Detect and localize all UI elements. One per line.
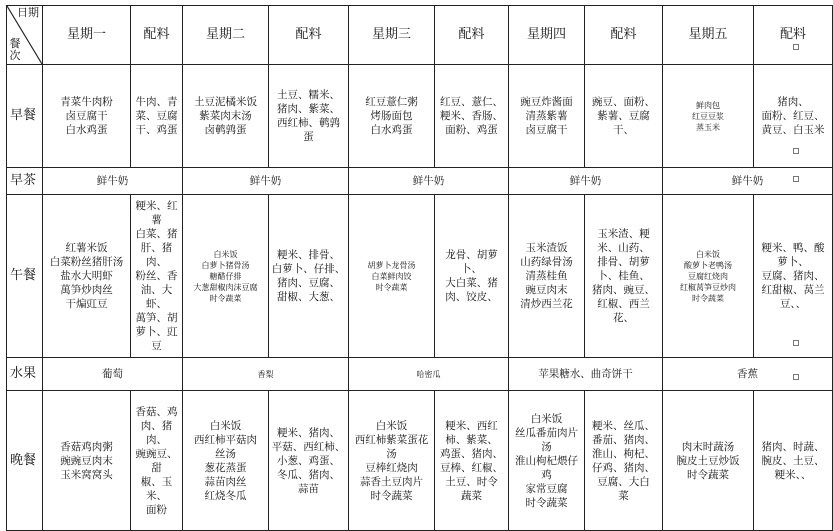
col-header-fri-ingredients: 配料 xyxy=(754,6,833,65)
meal-label-morning-tea: 早茶 xyxy=(7,168,43,195)
corner-cell xyxy=(7,6,43,65)
col-header-tue-ingredients: 配料 xyxy=(269,6,349,65)
breakfast-fri-ingredients: 猪肉、 面粉、红豆、 黄豆、白玉米 xyxy=(754,65,833,168)
col-header-thu: 星期四 xyxy=(509,6,585,65)
breakfast-tue-ingredients: 土豆、糯米、 猪肉、紫菜、 西红柿、鹌鹑 蛋 xyxy=(269,65,349,168)
breakfast-fri: 鲜肉包 红豆豆浆 蒸玉米 xyxy=(663,65,754,168)
row-marker-icon xyxy=(793,44,799,50)
fruit-row xyxy=(7,358,833,391)
morning-tea-thu: 鲜牛奶 xyxy=(509,168,663,195)
dinner-mon: 香菇鸡肉粥 豌豌豆肉末 玉米窝窝头 xyxy=(43,391,131,531)
row-marker-icon xyxy=(793,148,799,154)
col-header-wed-ingredients: 配料 xyxy=(435,6,509,65)
row-marker-icon xyxy=(793,176,799,182)
row-marker-icon xyxy=(793,340,799,346)
breakfast-wed: 红豆薏仁粥 烤肠面包 白水鸡蛋 xyxy=(349,65,435,168)
corner-top-label: 日期 xyxy=(17,6,39,19)
morning-tea-wed: 鲜牛奶 xyxy=(349,168,509,195)
meal-label-lunch: 午餐 xyxy=(7,195,43,358)
breakfast-tue: 土豆泥橘米饭 紫菜肉末汤 卤鹌鹑蛋 xyxy=(183,65,269,168)
lunch-mon: 红薯米饭 白菜粉丝猪肝汤 盐水大明虾 萬笋炒肉丝 干煸豇豆 xyxy=(43,195,131,358)
breakfast-row xyxy=(7,65,833,168)
lunch-thu-ingredients: 玉米渣、粳 米、山药、 排骨、胡萝 卜、桂鱼、 猪肉、豌豆、 红椒、西兰 花、 xyxy=(585,195,663,358)
dinner-tue-ingredients: 粳米、猪肉、 平菇、西红柿、 小葱、鸡蛋、 冬瓜、猪肉、 蒜苗 xyxy=(269,391,349,531)
dinner-wed: 白米饭 西红柿紫菜蛋花 汤 豆棒红烧肉 蒜香土豆肉片 时令蔬菜 xyxy=(349,391,435,531)
dinner-fri: 肉末时蔬汤 腕皮土豆炒饭 时令蔬菜 xyxy=(663,391,754,531)
lunch-fri: 白米饭 酸萝卜老鸭汤 豆腐红烧肉 红椒莴笋豆炒肉 时令蔬菜 xyxy=(663,195,754,358)
breakfast-thu: 豌豆炸酱面 清蒸紫薯 卤豆腐干 xyxy=(509,65,585,168)
lunch-thu: 玉米渣饭 山药绿骨汤 清蒸桂鱼 豌豆肉末 清炒西兰花 xyxy=(509,195,585,358)
meal-label-dinner: 晚餐 xyxy=(7,391,43,531)
col-header-mon-ingredients: 配料 xyxy=(131,6,183,65)
morning-tea-tue: 鲜牛奶 xyxy=(183,168,349,195)
breakfast-mon: 青菜牛肉粉 卤豆腐干 白水鸡蛋 xyxy=(43,65,131,168)
lunch-row xyxy=(7,195,833,358)
lunch-tue-ingredients: 粳米、排骨、 白萝卜、仔排、 猪肉、豆腐、 甜椒、大葱、 xyxy=(269,195,349,358)
breakfast-mon-ingredients: 牛肉、青 菜、豆腐 干、鸡蛋 xyxy=(131,65,183,168)
fruit-thu: 苹果糖水、曲奇饼干 xyxy=(509,358,663,391)
row-marker-icon xyxy=(793,374,799,380)
fruit-tue: 香梨 xyxy=(183,358,349,391)
morning-tea-row xyxy=(7,168,833,195)
morning-tea-mon: 鲜牛奶 xyxy=(43,168,183,195)
dinner-thu-ingredients: 粳米、丝瓜、 番茄、猪肉、 淮山、枸杞、 仔鸡、猪肉、 豆腐、大白 菜 xyxy=(585,391,663,531)
dinner-tue: 白米饭 西红柿平菇肉 丝汤 葱花蒸蛋 蒜苗肉丝 红烧冬瓜 xyxy=(183,391,269,531)
lunch-wed-ingredients: 龙骨、胡萝 卜、 大白菜、猪 肉、饺皮、 xyxy=(435,195,509,358)
dinner-row xyxy=(7,391,833,531)
dinner-fri-ingredients: 猪肉、时蔬、 腕皮、土豆、 粳米、、 xyxy=(754,391,833,531)
morning-tea-fri: 鲜牛奶 xyxy=(663,168,833,195)
col-header-thu-ingredients: 配料 xyxy=(585,6,663,65)
dinner-wed-ingredients: 粳米、西红 柿、紫菜、 鸡蛋、猪肉、 豆棒、红椒、 土豆、时令 蔬菜 xyxy=(435,391,509,531)
lunch-fri-ingredients: 粳米、鸭、酸 萝卜、 豆腐、猪肉、 红甜椒、莴兰 豆、、 xyxy=(754,195,833,358)
fruit-fri: 香蕉 xyxy=(663,358,833,391)
col-header-mon: 星期一 xyxy=(43,6,131,65)
col-header-fri: 星期五 xyxy=(663,6,754,65)
dinner-thu: 白米饭 丝瓜番茄肉片 汤 淮山枸杞煨仔 鸡 家常豆腐 时令蔬菜 xyxy=(509,391,585,531)
fruit-wed: 哈密瓜 xyxy=(349,358,509,391)
meal-label-fruit: 水果 xyxy=(7,358,43,391)
header-row xyxy=(7,6,833,65)
weekly-menu-table xyxy=(6,5,833,531)
lunch-wed: 胡萝卜龙骨汤 白菜鲜肉饺 时令蔬菜 xyxy=(349,195,435,358)
col-header-wed: 星期三 xyxy=(349,6,435,65)
col-header-tue: 星期二 xyxy=(183,6,269,65)
dinner-mon-ingredients: 香菇、鸡 肉、猪肉、 豌豌豆、甜 椒、玉米、 面粉 xyxy=(131,391,183,531)
corner-bottom-label: 餐次 xyxy=(9,37,21,62)
breakfast-wed-ingredients: 红豆、薏仁、 粳米、香肠、 面粉、鸡蛋 xyxy=(435,65,509,168)
lunch-tue: 白米饭 白萝卜猪骨汤 糖醋仔排 大葱甜椒肉沫豆腐 时令蔬菜 xyxy=(183,195,269,358)
breakfast-thu-ingredients: 豌豆、面粉、 紫薯、豆腐 干、 xyxy=(585,65,663,168)
fruit-mon: 葡萄 xyxy=(43,358,183,391)
meal-label-breakfast: 早餐 xyxy=(7,65,43,168)
lunch-mon-ingredients: 粳米、红 薯 白菜、猪 肝、猪肉、 粉丝、香 油、大虾、 萬笋、胡 萝卜、豇 豆 xyxy=(131,195,183,358)
